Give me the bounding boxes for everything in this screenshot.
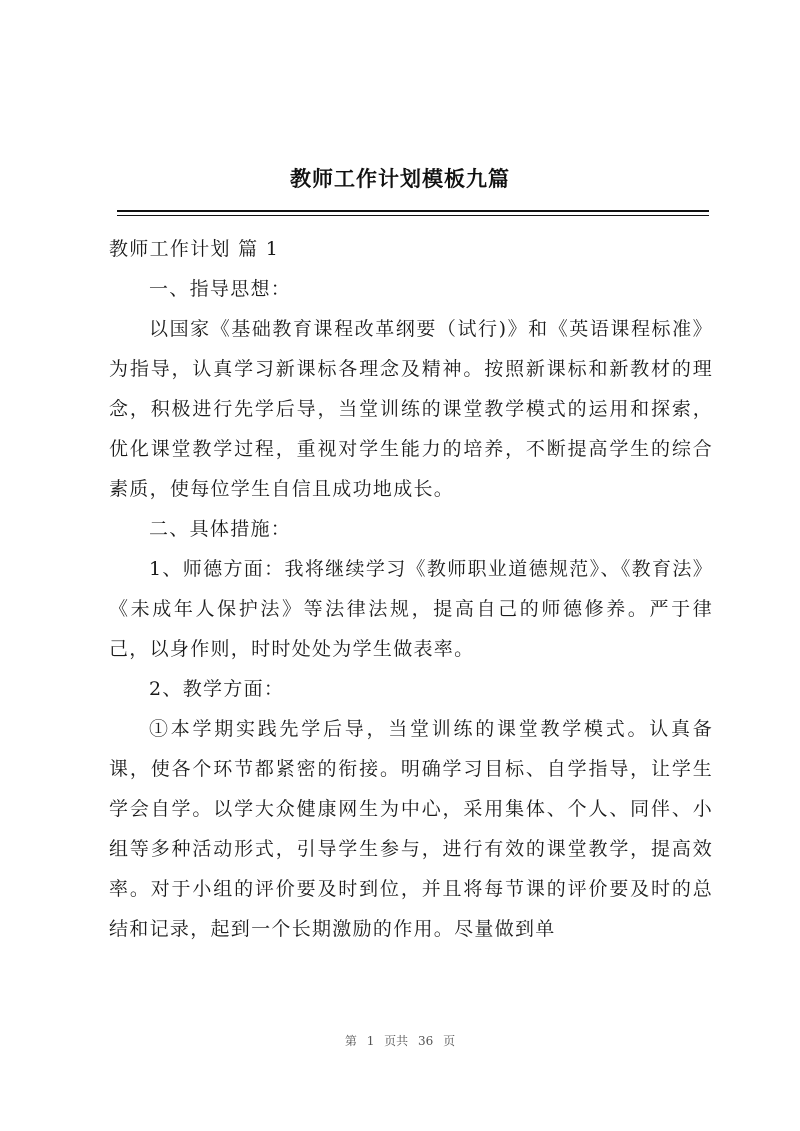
section-heading: 教师工作计划 篇 1: [109, 238, 280, 260]
page-number-footer: 第 1 页共 36 页: [344, 1034, 456, 1048]
title-divider: [117, 210, 709, 212]
subheading-teaching: 2、教学方面：: [149, 678, 285, 700]
body-paragraph: 1、师德方面：我将继续学习《教师职业道德规范》、《教育法》《未成年人保护法》等法律法规，提高自己的师德修养。严于律己，以身作则，时时处处为学生做表率。: [109, 558, 713, 660]
body-paragraph: 以国家《基础教育课程改革纲要（试行)》和《英语课程标准》为指导，认真学习新课标各理念及精神。按照新课标和新教材的理念，积极进行先学后导，当堂训练的课堂教学模式的运用和探索，优化课堂教学过程，重视对学生能力的培养，不断提高学生的综合素质，使每位学生自信且成功地成长。: [109, 318, 713, 500]
subheading-guiding-ideology: 一、指导思想：: [149, 278, 292, 300]
document-title: 教师工作计划模板九篇: [290, 167, 510, 191]
document-body: [109, 229, 713, 949]
subheading-specific-measures: 二、具体措施：: [149, 518, 292, 540]
title-divider-thin: [117, 215, 709, 216]
body-paragraph: ①本学期实践先学后导，当堂训练的课堂教学模式。认真备课，使各个环节都紧密的衔接。明确学习目标、自学指导，让学生学会自学。以学大众健康网生为中心，采用集体、个人、同伴、小组等多种活动形式，引导学生参与，进行有效的课堂教学，提高效率。对于小组的评价要及时到位，并且将每节课的评价要及时的总结和记录，起到一个长期激励的作用。尽量做到单: [109, 718, 713, 940]
